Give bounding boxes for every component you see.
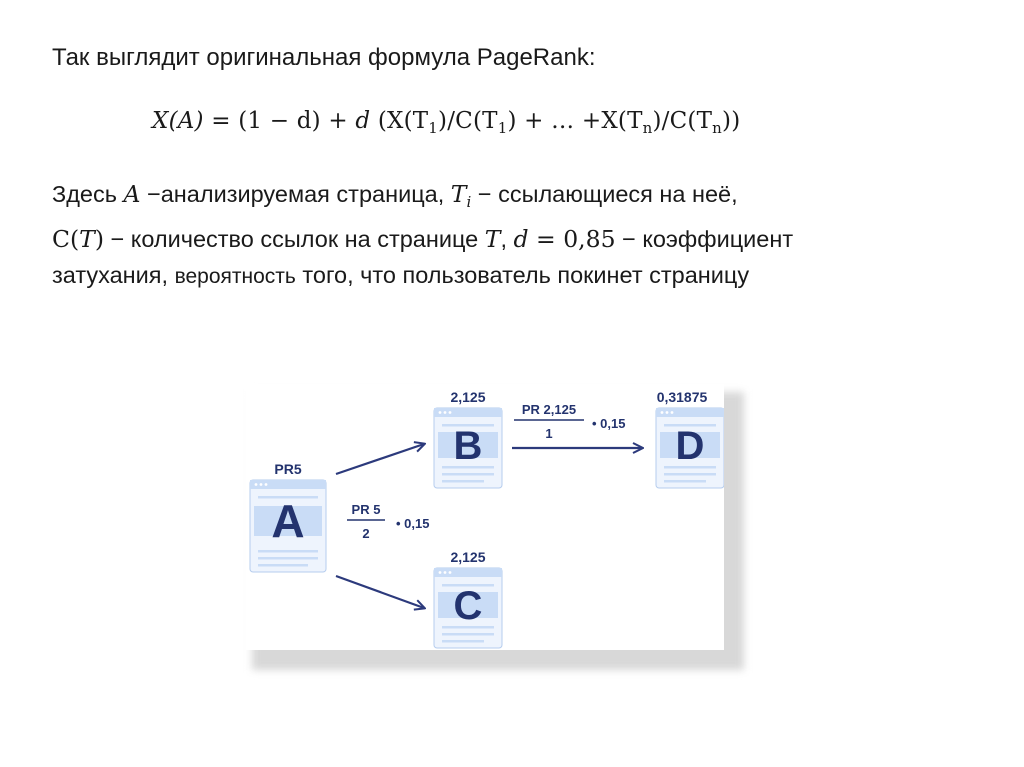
node-text-line [664,473,716,476]
formula-d: d [355,108,371,134]
window-dot-icon [449,411,452,414]
formula-mid: )/C(T [438,108,498,134]
text-run: − количество ссылок на странице [104,226,485,252]
node-value-label: 2,125 [450,389,486,405]
text-run: −анализируемая страница, [140,181,451,207]
node-text-line [664,480,706,483]
window-dot-icon [255,483,258,486]
math-text: = 0,85 [528,225,616,253]
window-dot-icon [666,411,669,414]
text-run: того, что пользователь покинет страницу [295,262,750,288]
node-letter: A [271,495,305,547]
window-dot-icon [265,483,268,486]
node-value-label: 2,125 [450,549,486,565]
pagerank-formula [152,108,740,137]
node-text-line [442,480,484,483]
node-text-line [258,564,308,567]
window-dot-icon [444,571,447,574]
edge-label-b-numerator: PR 2,125 [521,402,577,417]
node-d [656,389,724,488]
node-letter: C [453,584,483,628]
edge-label-b-denominator: 1 [545,426,553,441]
window-dot-icon [444,411,447,414]
formula-open: X(T [601,108,643,134]
formula-open: (X(T [377,108,429,134]
formula-plus: + [524,108,544,134]
diagram-svg [246,384,724,650]
window-dot-icon [449,571,452,574]
math-text: ) [94,225,105,253]
node-b [434,389,502,488]
edge-label-b-factor: • 0,15 [592,416,626,431]
node-letter: B [453,424,483,468]
text-run: Здесь [52,181,124,207]
math-var: T [450,180,467,208]
window-dot-icon [439,571,442,574]
node-letter: D [675,424,705,468]
text-run: , [500,226,514,252]
node-a [250,461,326,572]
formula-close: )) [722,108,741,134]
diagram-nodes [250,389,724,648]
node-text-line [442,473,494,476]
text-run: − ссылающиеся на неё, [471,181,738,207]
formula-sub: n [642,119,653,137]
text-run: − коэффициент [615,226,794,252]
edge-label-a-denominator: 2 [362,526,370,541]
node-text-line [258,550,318,553]
formula-explanation [52,176,982,295]
window-dot-icon [671,411,674,414]
slide-heading: Так выглядит оригинальная формула PageRank: [52,44,596,71]
text-run: вероятность [174,265,296,288]
node-c [434,549,502,648]
formula-close: ) [507,108,517,134]
math-var: T [484,225,501,253]
edge-label-a-numerator: PR 5 [351,502,381,517]
arrow-a-c [336,576,424,608]
window-dot-icon [260,483,263,486]
arrow-a-b [336,444,424,474]
formula-sub: n [712,119,723,137]
formula-eq: = [211,108,231,134]
formula-term1: (1 − d) [238,108,321,134]
window-dot-icon [439,411,442,414]
formula-mid: )/C(T [652,108,713,134]
node-text-line [442,633,494,636]
text-run: затухания, [52,262,175,288]
formula-plus: + [328,108,348,134]
node-value-label: 0,31875 [656,389,708,405]
edge-label-a-factor: • 0,15 [396,516,430,531]
node-text-line [442,640,484,643]
formula-sub: 1 [428,119,439,137]
math-var: T [79,225,95,253]
node-text-line [258,557,318,560]
node-value-label: PR5 [274,461,302,477]
math-var: A [123,180,141,208]
pagerank-diagram [246,384,724,650]
formula-sub: 1 [497,119,508,137]
math-sub: i [466,193,472,211]
window-dot-icon [661,411,664,414]
math-text: C( [52,225,80,253]
math-var: d [513,225,529,253]
formula-lhs: X(A) [152,108,204,134]
formula-dots: … + [551,108,602,134]
